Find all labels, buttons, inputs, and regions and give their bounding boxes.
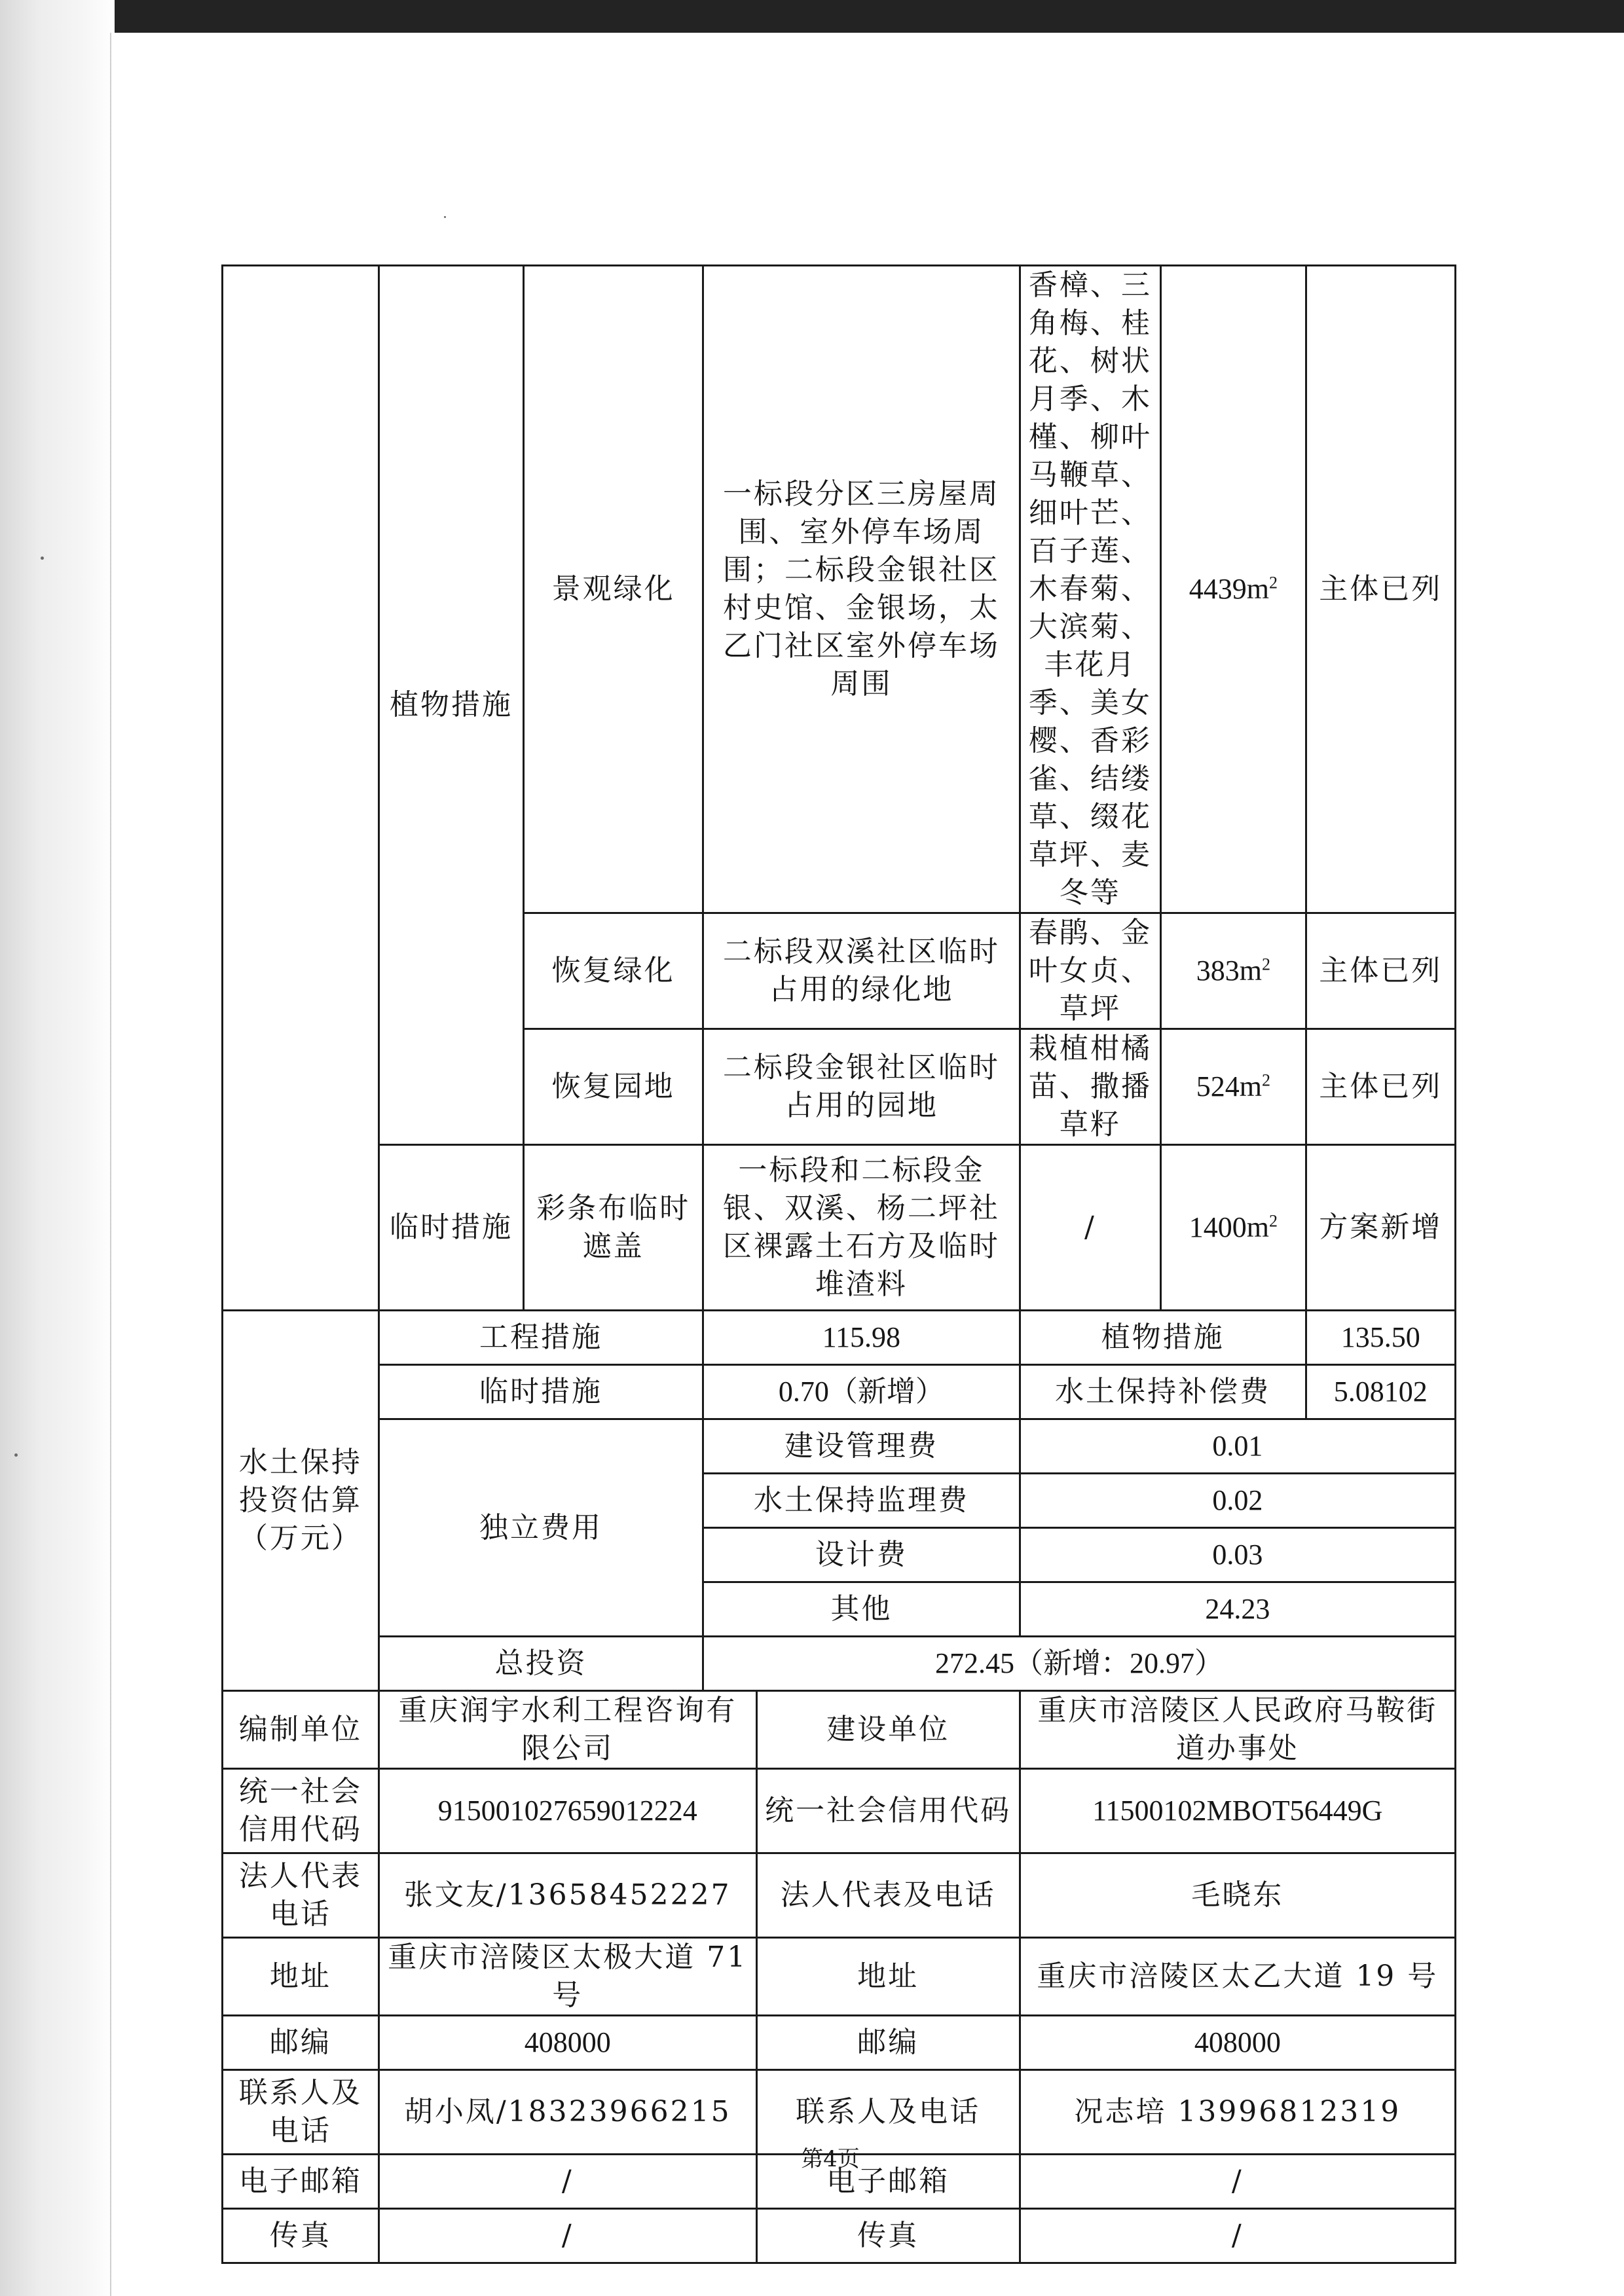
credit-label-right: 统一社会信用代码 bbox=[756, 1769, 1020, 1853]
investment-header: 水土保持投资估算（万元） bbox=[223, 1311, 379, 1691]
builder-value: 重庆市涪陵区人民政府马鞍街道办事处 bbox=[1020, 1691, 1455, 1769]
landscape-species: 香樟、三角梅、桂花、树状月季、木槿、柳叶马鞭草、细叶芒、百子莲、木春菊、大滨菊、丰花月季、美女樱、香彩雀、结缕草、缀花草坪、麦冬等 bbox=[1020, 266, 1161, 913]
plant-value: 135.50 bbox=[1306, 1311, 1455, 1365]
other-value: 24.23 bbox=[1020, 1582, 1455, 1637]
landscape-quantity: $4439m^2$ bbox=[1161, 266, 1306, 913]
credit-value-left: 915001027659012224 bbox=[378, 1769, 756, 1853]
compiler-value: 重庆润宇水利工程咨询有限公司 bbox=[378, 1691, 756, 1769]
design-value: 0.03 bbox=[1020, 1528, 1455, 1582]
compensation-label: 水土保持补偿费 bbox=[1020, 1365, 1306, 1419]
restore-green-name: 恢复绿化 bbox=[524, 913, 703, 1029]
legal-value-right: 毛晓东 bbox=[1020, 1853, 1455, 1938]
legal-value-left: 张文友/13658452227 bbox=[378, 1853, 756, 1938]
cover-name: 彩条布临时遮盖 bbox=[524, 1145, 703, 1311]
blank-cell bbox=[223, 266, 379, 1311]
engineering-value: 115.98 bbox=[703, 1311, 1020, 1365]
supervision-label: 水土保持监理费 bbox=[703, 1474, 1020, 1528]
compensation-value: 5.08102 bbox=[1306, 1365, 1455, 1419]
email-label-right: 电子邮箱 bbox=[756, 2155, 1020, 2209]
page-fold-line bbox=[110, 33, 111, 2296]
contact-label-left: 联系人及电话 bbox=[223, 2070, 379, 2155]
total-label: 总投资 bbox=[378, 1637, 703, 1691]
cover-status: 方案新增 bbox=[1306, 1145, 1455, 1311]
temporary-label: 临时措施 bbox=[378, 1365, 703, 1419]
zip-label-left: 邮编 bbox=[223, 2016, 379, 2070]
row-temporary-cover bbox=[223, 1145, 1456, 1311]
legal-label-left: 法人代表电话 bbox=[223, 1853, 379, 1938]
restore-garden-location: 二标段金银社区临时占用的园地 bbox=[703, 1029, 1020, 1145]
row-total bbox=[223, 1637, 1456, 1691]
row-temporary-compensation bbox=[223, 1365, 1456, 1419]
page-number: 第4页 bbox=[801, 2146, 860, 2172]
address-label-right: 地址 bbox=[756, 1938, 1020, 2016]
row-address bbox=[223, 1938, 1456, 2016]
restore-garden-quantity: $524m^2$ bbox=[1161, 1029, 1306, 1145]
landscape-location: 一标段分区三房屋周围、室外停车场周围；二标段金银社区村史馆、金银场，太乙门社区室外停车场周围 bbox=[703, 266, 1020, 913]
restore-garden-name: 恢复园地 bbox=[524, 1029, 703, 1145]
total-value: 272.45（新增：20.97） bbox=[703, 1637, 1456, 1691]
fax-label-right: 传真 bbox=[756, 2209, 1020, 2263]
landscape-status: 主体已列 bbox=[1306, 266, 1455, 913]
fax-value-right: / bbox=[1020, 2209, 1455, 2263]
credit-value-right: 11500102MBOT56449G bbox=[1020, 1769, 1455, 1853]
restore-garden-status: 主体已列 bbox=[1306, 1029, 1455, 1145]
cover-location: 一标段和二标段金银、双溪、杨二坪社区裸露土石方及临时堆渣料 bbox=[703, 1145, 1020, 1311]
restore-green-species: 春鹃、金叶女贞、草坪 bbox=[1020, 913, 1161, 1029]
design-label: 设计费 bbox=[703, 1528, 1020, 1582]
cover-species: / bbox=[1020, 1145, 1161, 1311]
zip-value-right: 408000 bbox=[1020, 2016, 1455, 2070]
management-value: 0.01 bbox=[1020, 1419, 1455, 1474]
contact-value-left: 胡小凤/18323966215 bbox=[378, 2070, 756, 2155]
engineering-label: 工程措施 bbox=[378, 1311, 703, 1365]
zip-value-left: 408000 bbox=[378, 2016, 756, 2070]
supervision-value: 0.02 bbox=[1020, 1474, 1455, 1528]
address-value-right: 重庆市涪陵区太乙大道 19 号 bbox=[1020, 1938, 1455, 2016]
scan-shadow-left bbox=[0, 0, 115, 2296]
row-zip bbox=[223, 2016, 1456, 2070]
other-label: 其他 bbox=[703, 1582, 1020, 1637]
scan-dust-mark bbox=[41, 556, 44, 560]
compiler-label: 编制单位 bbox=[223, 1691, 379, 1769]
scan-dust-mark bbox=[14, 1453, 18, 1457]
temporary-value: 0.70（新增） bbox=[703, 1365, 1020, 1419]
zip-label-right: 邮编 bbox=[756, 2016, 1020, 2070]
plant-label: 植物措施 bbox=[1020, 1311, 1306, 1365]
temporary-measures-header: 临时措施 bbox=[378, 1145, 523, 1311]
fax-label-left: 传真 bbox=[223, 2209, 379, 2263]
soil-conservation-table bbox=[221, 264, 1456, 2264]
row-management-fee bbox=[223, 1419, 1456, 1474]
fax-value-left: / bbox=[378, 2209, 756, 2263]
scan-dust-mark bbox=[444, 216, 446, 218]
email-label-left: 电子邮箱 bbox=[223, 2155, 379, 2209]
row-credit-code bbox=[223, 1769, 1456, 1853]
address-label-left: 地址 bbox=[223, 1938, 379, 2016]
plant-measures-header: 植物措施 bbox=[378, 266, 523, 1145]
address-value-left: 重庆市涪陵区太极大道 71 号 bbox=[378, 1938, 756, 2016]
row-fax bbox=[223, 2209, 1456, 2263]
credit-label-left: 统一社会信用代码 bbox=[223, 1769, 379, 1853]
restore-green-quantity: $383m^2$ bbox=[1161, 913, 1306, 1029]
management-label: 建设管理费 bbox=[703, 1419, 1020, 1474]
restore-green-status: 主体已列 bbox=[1306, 913, 1455, 1029]
builder-label: 建设单位 bbox=[756, 1691, 1020, 1769]
restore-garden-species: 栽植柑橘苗、撒播草籽 bbox=[1020, 1029, 1161, 1145]
email-value-left: / bbox=[378, 2155, 756, 2209]
scan-shadow-top bbox=[0, 0, 1624, 33]
restore-green-location: 二标段双溪社区临时占用的绿化地 bbox=[703, 913, 1020, 1029]
row-compiler-builder bbox=[223, 1691, 1456, 1769]
email-value-right: / bbox=[1020, 2155, 1455, 2209]
contact-value-right: 况志培 13996812319 bbox=[1020, 2070, 1455, 2155]
independent-fee-label: 独立费用 bbox=[378, 1419, 703, 1637]
contact-label-right: 联系人及电话 bbox=[756, 2070, 1020, 2155]
landscape-name: 景观绿化 bbox=[524, 266, 703, 913]
row-legal-representative bbox=[223, 1853, 1456, 1938]
row-landscape-greening bbox=[223, 266, 1456, 913]
cover-quantity: $1400m^2$ bbox=[1161, 1145, 1306, 1311]
row-engineering-plant bbox=[223, 1311, 1456, 1365]
legal-label-right: 法人代表及电话 bbox=[756, 1853, 1020, 1938]
